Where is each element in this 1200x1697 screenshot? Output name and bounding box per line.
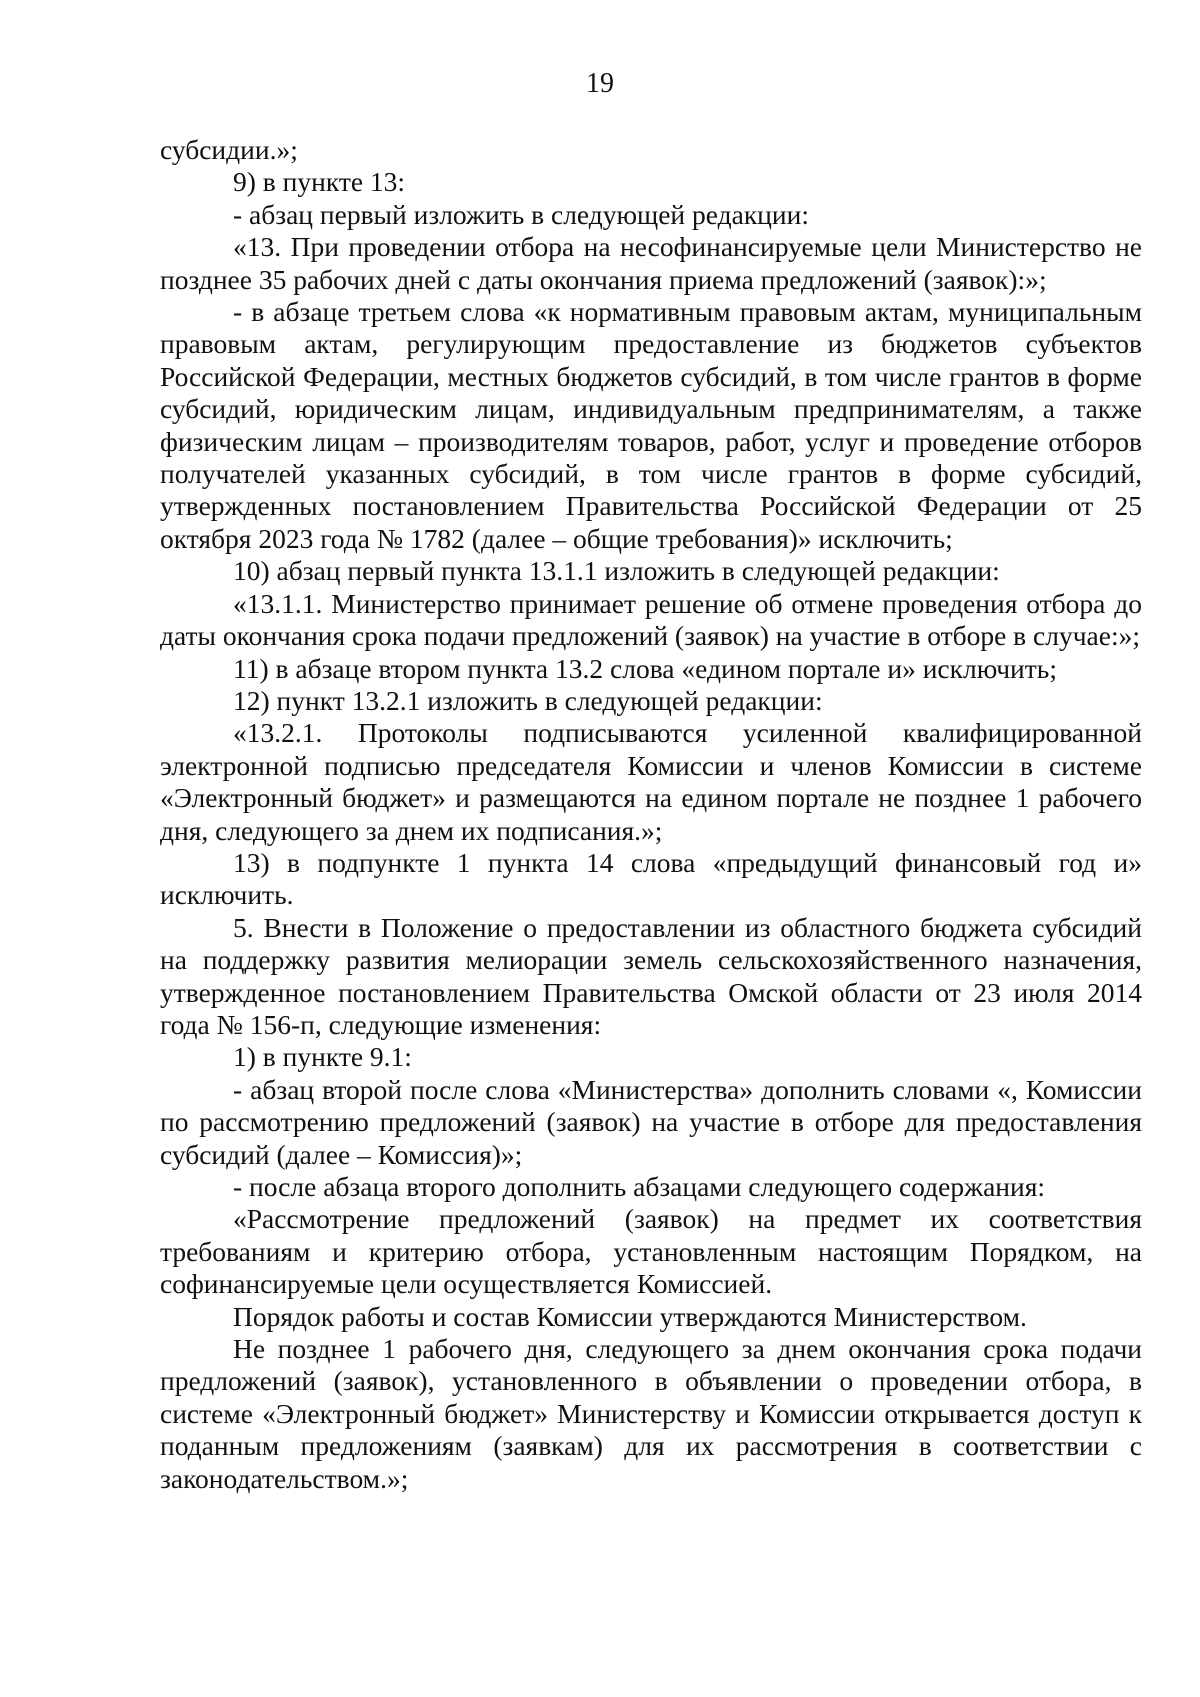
paragraph: Не позднее 1 рабочего дня, следующего за днем окончания срока подачи предложений (заявок), установленного в объявлении о проведении отбора, в системе «Электронный бюджет» Министерству и Комиссии открывается доступ к поданным предложениям (заявкам) для их рассмотрения в соответствии с законодательством.»;: [160, 1333, 1142, 1494]
paragraph: 10) абзац первый пункта 13.1.1 изложить в следующей редакции:: [233, 555, 1000, 587]
paragraph: - абзац второй после слова «Министерства» дополнить словами «, Комиссии по рассмотрению предложений (заявок) на участие в отборе для предоставления субсидий (далее – Комиссия)»;: [160, 1073, 1142, 1170]
paragraph: «13.2.1. Протоколы подписываются усиленной квалифицированной электронной подписью председателя Комиссии и членов Комиссии в системе «Электронный бюджет» и размещаются на едином портале не позднее 1 рабочего дня, следующего за днем их подписания.»;: [160, 717, 1142, 846]
paragraph: 9) в пункте 13:: [233, 166, 406, 198]
paragraph: 12) пункт 13.2.1 изложить в следующей редакции:: [233, 684, 823, 716]
paragraph: «13.1.1. Министерство принимает решение об отмене проведения отбора до даты окончания срока подачи предложений (заявок) на участие в отборе в случае:»;: [160, 587, 1142, 652]
paragraph: Порядок работы и состав Комиссии утверждаются Министерством.: [233, 1300, 1027, 1332]
paragraph: 11) в абзаце втором пункта 13.2 слова «едином портале и» исключить;: [233, 652, 1057, 684]
paragraph: 1) в пункте 9.1:: [233, 1041, 412, 1073]
paragraph: субсидии.»;: [160, 134, 298, 165]
paragraph: - абзац первый изложить в следующей редакции:: [233, 198, 809, 230]
paragraph: - после абзаца второго дополнить абзацами следующего содержания:: [233, 1171, 1046, 1202]
page-number: 19: [586, 68, 614, 99]
paragraph: 5. Внести в Положение о предоставлении из областного бюджета субсидий на поддержку развития мелиорации земель сельскохозяйственного назначения, утвержденное постановлением Правительства Омской области от 23 июля 2014 года № 156-п, следующие изменения:: [160, 911, 1142, 1040]
paragraph: «Рассмотрение предложений (заявок) на предмет их соответствия требованиям и критерию отбора, установленным настоящим Порядком, на софинансируемые цели осуществляется Комиссией.: [160, 1203, 1142, 1300]
paragraph: - в абзаце третьем слова «к нормативным правовым актам, муниципальным правовым актам, регулирующим предоставление из бюджетов субъектов Российской Федерации, местных бюджетов субсидий, в том числе грантов в форме субсидий, юридическим лицам, индивидуальным предпринимателям, а также физическим лицам – производителям товаров, работ, услуг и проведение отборов получателей указанных субсидий, в том числе грантов в форме субсидий, утвержденных постановлением Правительства Российской Федерации от 25 октября 2023 года № 1782 (далее – общие требования)» исключить;: [160, 296, 1142, 554]
paragraph: 13) в подпункте 1 пункта 14 слова «предыдущий финансовый год и» исключить.: [160, 846, 1142, 911]
document-body: [160, 134, 1142, 1495]
paragraph: «13. При проведении отбора на несофинансируемые цели Министерство не позднее 35 рабочих дней с даты окончания приема предложений (заявок):»;: [160, 231, 1142, 295]
